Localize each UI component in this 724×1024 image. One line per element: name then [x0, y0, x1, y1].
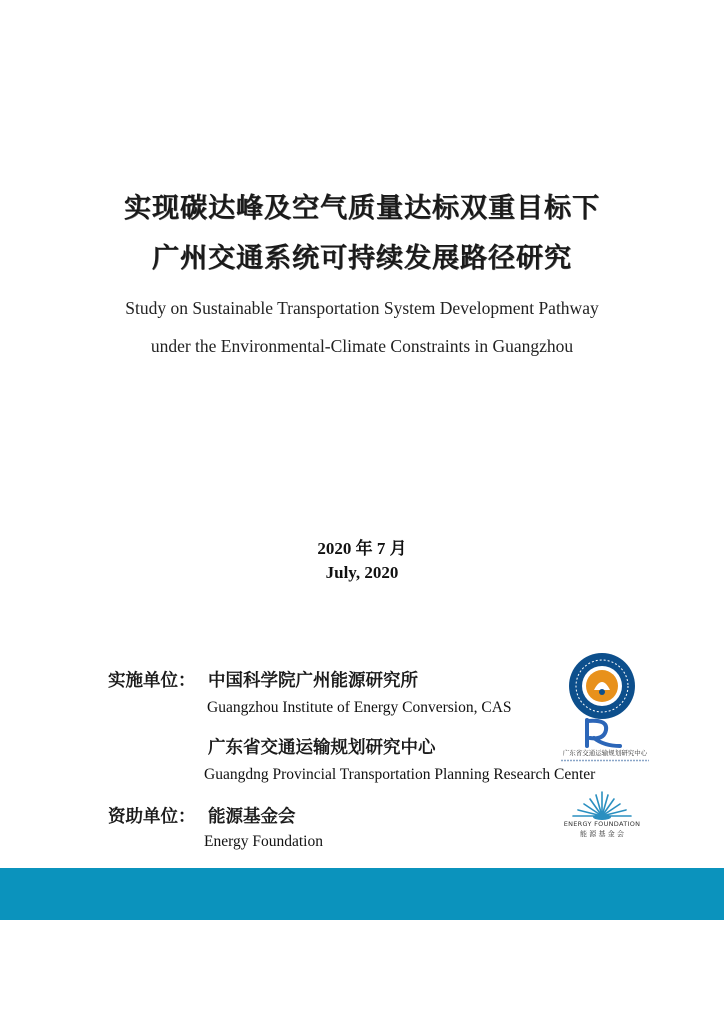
implementer-org1-en: Guangzhou Institute of Energy Conversion, CAS	[207, 699, 512, 716]
title-en-line1: Study on Sustainable Transportation System Development Pathway	[125, 298, 599, 318]
sponsor-org-en: Energy Foundation	[204, 833, 323, 850]
date-cn: 2020 年 7 月	[317, 539, 407, 558]
footer-band	[0, 868, 724, 920]
sponsor-org-cn: 能源基金会	[208, 807, 296, 827]
date-en: July, 2020	[325, 563, 399, 582]
implementer-org1-cn: 中国科学院广州能源研究所	[208, 671, 418, 691]
ef-logo-text-cn: 能 源 基 金 会	[580, 830, 624, 838]
implementer-org2-cn: 广东省交通运输规划研究中心	[208, 738, 436, 758]
ef-logo-text-en: ENERGY FOUNDATION	[563, 820, 641, 828]
ef-logo-icon	[570, 790, 634, 820]
gtprc-logo-text: 广东省交通运输规划研究中心	[562, 749, 648, 757]
title-cn-line1: 实现碳达峰及空气质量达标双重目标下	[124, 193, 600, 224]
implementer-org2-en: Guangdng Provincial Transportation Planning Research Center	[204, 766, 596, 783]
implementer-label: 实施单位：	[108, 671, 196, 691]
title-en-line2: under the Environmental-Climate Constraints in Guangzhou	[150, 336, 574, 356]
sponsor-label: 资助单位：	[108, 807, 196, 827]
title-cn-line2: 广州交通系统可持续发展路径研究	[152, 243, 572, 274]
cas-logo-icon	[568, 652, 636, 720]
